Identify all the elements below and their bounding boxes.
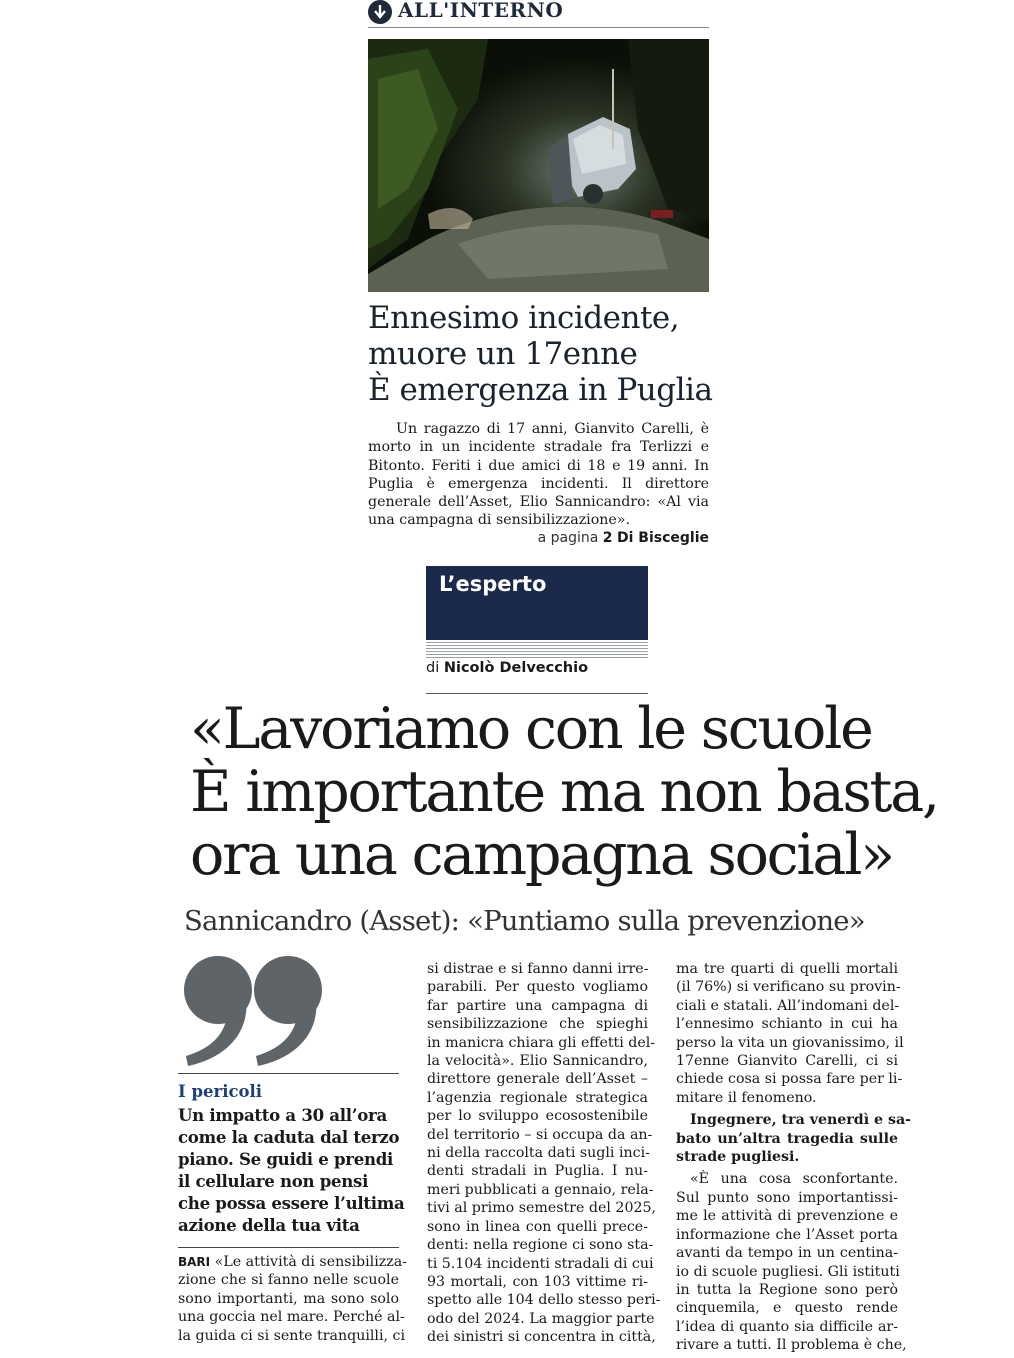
main-headline [190,698,1010,887]
body-line: sensibilizzazione che spieghi [427,1016,648,1033]
main-headline-line: ora una campagna social» [190,822,893,888]
pullquote-rule [178,1073,399,1074]
body-line: rivare a tutti. Il problema è che, [676,1337,907,1354]
pullquote-label: I pericoli [178,1082,263,1101]
body-line: ti 5.104 incidenti stradali di cui [427,1255,654,1272]
body-line: (il 76%) si verificano su provin- [676,979,901,996]
body-line: direttore generale dell’Asset – [427,1071,648,1088]
body-line [178,1253,407,1271]
body-line: chiede cosa si possa fare per li- [676,1071,903,1088]
body-line: la velocità». Elio Sannicandro, [427,1053,648,1070]
pullquote-line: Un impatto a 30 all’ora [178,1105,387,1125]
pullquote-line: il cellulare non pensi [178,1171,369,1191]
page-reference [368,530,709,546]
teaser-headline [368,300,728,408]
column-box-stripes [426,642,648,658]
body-line: in tutta la Regione sono però [676,1281,898,1298]
column-box [426,566,648,640]
body-line: sono importanti, ma sono solo [178,1290,399,1307]
body-line: una goccia nel mare. Perché al- [178,1309,405,1326]
article-column-2 [427,960,661,1347]
body-line: informazione che l’Asset porta [676,1226,898,1243]
body-line: in manicra chiara gli effetti del- [427,1034,656,1051]
section-label: ALL'INTERNO [398,0,564,22]
byline-prefix: di [426,660,440,676]
body-line: 17enne Gianvito Carelli, ci si [676,1053,898,1070]
body-line: l’ennesimo schianto in cui ha [676,1016,898,1033]
body-line: tivi al primo semestre del 2025, [427,1200,657,1217]
interview-question-line: strade pugliesi. [676,1149,800,1166]
body-line: dei sinistri si concentra in città, [427,1329,656,1346]
teaser-headline-line: È emergenza in Puglia [368,372,713,408]
body-line: parabili. Per questo vogliamo [427,979,648,996]
summary-line: Puglia è emergenza incidenti. Il direttore [368,475,709,492]
body-line-text: «Le attività di sensibilizza- [214,1254,407,1270]
page-ref-prefix: a pagina [537,530,599,546]
body-line: l’idea di quanto sia difficile ar- [676,1318,898,1335]
summary-line: Bitonto. Feriti i due amici di 18 e 19 anni. In [368,457,709,474]
pullquote-line: piano. Se guidi e prendi [178,1149,394,1169]
byline-author: Nicolò Delvecchio [443,660,589,676]
byline-rule [426,693,648,694]
body-line: la guida ci si sente tranquilli, ci [178,1327,406,1344]
body-line: sono in linea con quelli prece- [427,1218,648,1235]
section-rule [368,27,709,28]
body-line: l’agenzia regionale strategica [427,1089,648,1106]
body-line: meri pubblicati a gennaio, rela- [427,1181,654,1198]
section-header [368,0,709,28]
arrow-down-icon [368,0,392,24]
body-line: denti stradali in Puglia. I nu- [427,1163,648,1180]
interview-question-line: Ingegnere, tra venerdì e sa- [690,1112,912,1129]
body-line: per lo sviluppo ecosostenibile [427,1108,648,1125]
pullquote-text [178,1104,403,1236]
byline [426,660,648,676]
body-line: avanti da tempo in un centina- [676,1245,898,1262]
column-box-label: L’esperto [439,572,547,596]
body-line: ni della raccolta dati sugli inci- [427,1145,650,1162]
summary-line: morto in un incidente stradale fra Terlizzi e [368,439,709,456]
article-column-3 [676,960,912,1355]
pullquote-line: azione della tua vita [178,1215,360,1235]
subheadline: Sannicandro (Asset): «Puntiamo sulla prevenzione» [184,905,865,937]
summary-line: Un ragazzo di 17 anni, Gianvito Carelli, è [396,421,709,437]
main-headline-line: È importante ma non basta, [190,759,938,825]
pullquote-line: che possa essere l’ultima [178,1193,405,1213]
body-line: far partire una campagna di [427,997,648,1014]
article-column-1 [178,1253,407,1345]
body-line: Sul punto sono importantissi- [676,1189,898,1206]
main-headline-line: «Lavoriamo con le scuole [190,696,872,762]
body-line: mitare il fenomeno. [676,1089,817,1106]
body-line: spetto alle 104 dello stesso peri- [427,1292,661,1309]
page-ref-page: 2 [602,530,613,546]
body-line: io di scuole pugliesi. Gli istituti [676,1263,900,1280]
body-line: perso la vita un giovanissimo, il [676,1034,904,1051]
body-line: denti: nella regione ci sono sta- [427,1237,654,1254]
body-line: ciali e statali. All’indomani del- [676,997,900,1014]
body-line: ma tre quarti di quelli mortali [676,961,898,977]
interview-question-line: bato un’altra tragedia sulle [676,1130,898,1147]
page-ref-author: Di Bisceglie [616,530,709,546]
body-line: 93 mortali, con 103 vittime ri- [427,1273,648,1290]
teaser-summary [368,420,709,530]
accident-photo [368,39,709,292]
dateline: BARI [178,1255,211,1269]
pullquote-rule-bottom [178,1247,399,1248]
body-line: si distrae e si fanno danni irre- [427,961,649,977]
body-line: «È una cosa sconfortante. [690,1171,898,1188]
quote-mark-icon [176,948,336,1078]
body-line: zione che si fanno nelle scuole [178,1272,399,1289]
summary-line: generale dell’Asset, Elio Sannicandro: «Al via [368,494,709,511]
summary-line: una campagna di sensibilizzazione». [368,512,630,529]
body-line: cinquemila, e questo rende [676,1300,898,1317]
teaser-headline-line: Ennesimo incidente, [368,300,680,336]
body-line: me le attività di prevenzione e [676,1208,898,1225]
pullquote-line: come la caduta dal terzo [178,1127,400,1147]
teaser-headline-line: muore un 17enne [368,336,638,372]
body-line: del territorio – si occupa da an- [427,1126,653,1143]
body-line: odo del 2024. La maggior parte [427,1310,655,1327]
